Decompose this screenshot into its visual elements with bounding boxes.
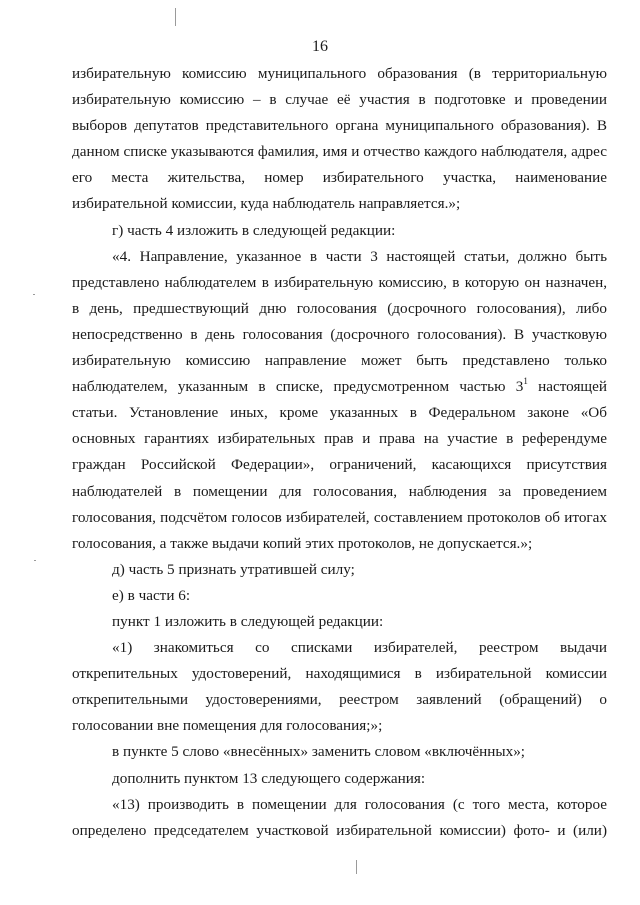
text-line — [72, 818, 607, 844]
scan-mark-left-lower — [34, 560, 36, 561]
text-line — [72, 479, 607, 505]
text-line — [72, 635, 607, 661]
text-line-content: е) в части 6: — [112, 586, 191, 604]
text-line — [72, 191, 607, 217]
text-line-content: наблюдателем, указанным в списке, предусмотренном частью 3 — [72, 378, 524, 396]
text-line-content: голосования, а также выдачи копий этих протоколов, не допускается.»; — [72, 534, 533, 552]
text-line-content: избирательную комиссию муниципального образования (в территориальную — [72, 65, 607, 82]
text-line-content: определено председателем участковой избирательной комиссии) фото- и (или) — [72, 821, 607, 839]
scan-mark-left — [33, 294, 35, 295]
text-line — [72, 139, 607, 165]
text-line — [72, 661, 607, 687]
text-line — [72, 244, 607, 270]
text-line-content: основных гарантиях избирательных прав и права на участие в референдуме — [72, 430, 607, 448]
text-line — [72, 374, 607, 400]
text-line-content: непосредственно в день голосования (досрочного голосования). В участковую — [72, 325, 607, 343]
text-line — [72, 766, 607, 792]
text-line — [72, 609, 607, 635]
text-line-content: голосовании вне помещения для голосования;»; — [72, 717, 383, 735]
text-line — [72, 505, 607, 531]
text-line-content: в пункте 5 слово «внесённых» заменить словом «включённых»; — [112, 743, 526, 761]
text-line-content: голосования, подсчётом голосов избирателей, составлением протоколов об итогах — [72, 508, 607, 526]
text-line-content: данном списке указываются фамилия, имя и отчество каждого наблюдателя, адрес — [72, 143, 607, 161]
text-line-content: статьи. Установление иных, кроме указанных в Федеральном законе «Об — [72, 404, 607, 422]
text-line — [72, 113, 607, 139]
text-line-content: представлено наблюдателем в избирательную комиссию, в которую он назначен, — [72, 273, 607, 291]
page-number: 16 — [312, 38, 328, 55]
text-line — [72, 61, 607, 87]
text-line — [72, 557, 607, 583]
text-line-content: «13) производить в помещении для голосования (с того места, которое — [112, 795, 607, 813]
text-line — [72, 322, 607, 348]
text-line — [72, 270, 607, 296]
text-line-content: «4. Направление, указанное в части 3 настоящей статьи, должно быть — [112, 247, 607, 265]
text-line — [72, 452, 607, 478]
text-line-content: открепительных удостоверений, находящимися в избирательной комиссии — [72, 665, 607, 683]
text-line — [72, 687, 607, 713]
text-line-content: наблюдателей в помещении для голосования, наблюдения за проведением — [72, 482, 607, 500]
text-line-continuation: настоящей — [527, 378, 608, 396]
text-line — [72, 165, 607, 191]
text-line-content: граждан Российской Федерации», ограничений, касающихся присутствия — [72, 456, 607, 474]
text-line-content: «1) знакомиться со списками избирателей, реестром выдачи — [112, 639, 607, 657]
text-line — [72, 87, 607, 113]
text-line — [72, 426, 607, 452]
text-line-content: д) часть 5 признать утратившей силу; — [112, 560, 355, 578]
text-line — [72, 531, 607, 557]
text-line — [72, 348, 607, 374]
superscript: 1 — [523, 376, 528, 387]
text-line-content: открепительными удостоверениями, реестром заявлений (обращений) о — [72, 691, 607, 709]
text-line — [72, 713, 607, 739]
text-line — [72, 400, 607, 426]
scan-mark-top — [175, 8, 176, 26]
text-line-content: избирательную комиссию – в случае её участия в подготовке и проведении — [72, 91, 607, 109]
text-line-content: пункт 1 изложить в следующей редакции: — [112, 612, 384, 630]
text-line — [72, 296, 607, 322]
text-line-content: дополнить пунктом 13 следующего содержания: — [112, 769, 426, 787]
text-line-content: выборов депутатов представительного органа муниципального образования). В — [72, 117, 607, 135]
document-body — [72, 61, 607, 844]
scan-mark-bottom — [356, 860, 357, 874]
text-line — [72, 739, 607, 765]
text-line — [72, 583, 607, 609]
text-line — [72, 792, 607, 818]
text-line-content: избирательную комиссию направление может быть представлено только — [72, 352, 607, 370]
text-line — [72, 218, 607, 244]
text-line-content: избирательной комиссии, куда наблюдатель направляется.»; — [72, 195, 461, 213]
text-line-content: г) часть 4 изложить в следующей редакции: — [112, 221, 396, 239]
text-line-content: его места жительства, номер избирательного участка, наименование — [72, 169, 607, 187]
text-line-content: в день, предшествующий дню голосования (досрочного голосования), либо — [72, 299, 607, 317]
